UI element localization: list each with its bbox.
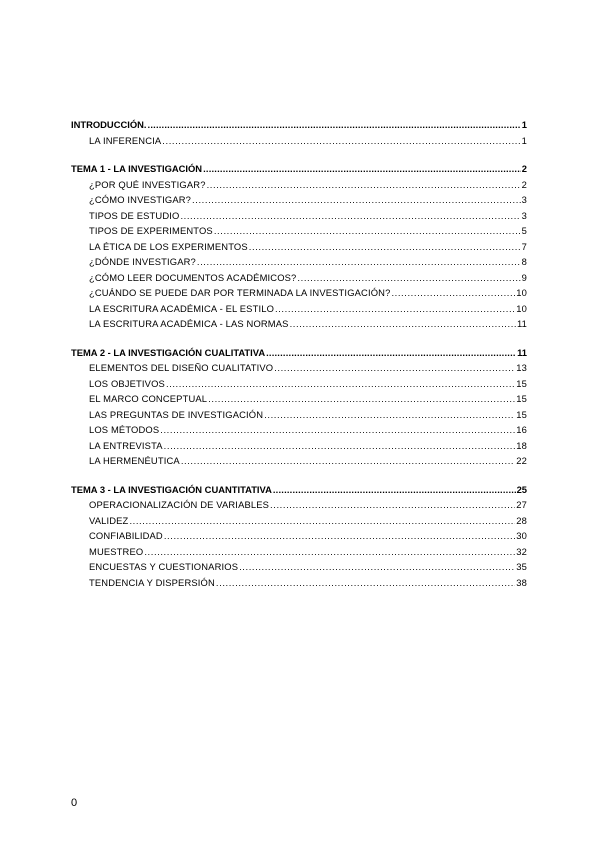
toc-heading-page: 11 [517,346,527,358]
toc-entry[interactable] [71,376,527,392]
toc-entry-page: 13 [516,362,527,373]
toc-entry-page: 32 [516,545,527,557]
dot-leader [162,133,520,149]
toc-entry[interactable] [71,513,527,529]
toc-entry[interactable] [71,528,527,544]
toc-heading-title: TEMA 3 - LA INVESTIGACIÓN CUANTITATIVA [71,483,272,495]
toc-heading-page: 25 [516,483,527,495]
toc-entry[interactable] [71,177,527,193]
dot-leader [164,438,516,454]
dot-leader [391,285,515,301]
toc-entry[interactable] [71,208,527,224]
toc-entry-page: 8 [521,256,527,267]
toc-heading-title: INTRODUCCIÓN. [71,119,147,130]
toc-entry[interactable] [71,422,527,438]
toc-entry-page: 3 [521,209,527,221]
toc-entry-page: 10 [516,287,527,298]
toc-heading-page: 2 [521,163,527,174]
toc-entry-page: 15 [516,393,527,404]
toc-entry-page: 28 [516,514,527,526]
toc-entry-page: 11 [516,318,527,329]
toc-entry-label: LA INFERENCIA [89,134,162,146]
toc-entry-page: 2 [521,178,527,190]
toc-entry[interactable] [71,301,527,317]
toc-entry-page: 7 [521,240,527,252]
toc-entry[interactable] [71,438,527,454]
dot-leader [208,391,515,407]
toc-entry-label: LOS MÉTODOS [89,424,160,435]
dot-leader [181,453,515,469]
toc-entry-page: 15 [516,377,527,389]
toc-entry-label: ¿CÓMO LEER DOCUMENTOS ACADÉMICOS? [89,271,297,283]
toc-entry-label: CONFIABILIDAD [89,530,163,541]
toc-entry[interactable] [71,360,527,376]
toc-heading-page: 1 [521,119,527,130]
toc-entry-page: 1 [521,134,527,146]
toc-entry-label: VALIDEZ [89,514,129,526]
toc-entry-page: 30 [516,530,527,541]
toc-entry-label: LA ESCRITURA ACADÉMICA - EL ESTILO [89,302,275,314]
toc-entry-label: ¿CÓMO INVESTIGAR? [89,194,192,205]
dot-leader [192,192,521,208]
toc-entry[interactable] [71,133,527,149]
toc-entry-label: LOS OBJETIVOS [89,377,165,389]
dot-leader [203,161,521,177]
toc-section [71,161,527,332]
toc-section [71,117,527,148]
toc-entry-label: OPERACIONALIZACIÓN DE VARIABLES [89,499,270,510]
dot-leader [160,422,515,438]
toc-entry-page: 15 [516,408,527,420]
toc-entry-page: 10 [516,302,527,314]
toc-entry-label: ¿POR QUÉ INVESTIGAR? [89,178,206,190]
toc-entry-label: ENCUESTAS Y CUESTIONARIOS [89,561,239,572]
toc-entry[interactable] [71,254,527,270]
toc-entry-label: EL MARCO CONCEPTUAL [89,393,208,404]
toc-entry-page: 16 [516,424,527,435]
toc-heading[interactable] [71,345,527,361]
dot-leader [166,376,515,392]
toc-entry-page: 3 [521,194,527,205]
toc-entry-label: LA ENTREVISTA [89,439,163,451]
dot-leader [216,575,515,591]
toc-entry-page: 9 [521,271,527,283]
dot-leader [144,544,515,560]
dot-leader [180,208,520,224]
toc-heading-title: TEMA 1 - LA INVESTIGACIÓN [71,163,203,174]
dot-leader [273,482,516,498]
toc-entry-label: MUESTREO [89,545,144,557]
toc-heading-title: TEMA 2 - LA INVESTIGACIÓN CUALITATIVA [71,346,266,358]
toc-entry-label: LA ÉTICA DE LOS EXPERIMENTOS [89,240,248,252]
toc-entry[interactable] [71,192,527,208]
dot-leader [274,360,515,376]
dot-leader [249,239,521,255]
dot-leader [164,528,515,544]
dot-leader [297,270,520,286]
toc-heading[interactable] [71,482,527,498]
toc-entry-label: TIPOS DE ESTUDIO [89,209,180,221]
toc-entry-label: ¿DÓNDE INVESTIGAR? [89,256,196,267]
toc-entry[interactable] [71,239,527,255]
dot-leader [197,254,521,270]
toc-entry-label: TIPOS DE EXPERIMENTOS [89,225,213,236]
toc-entry[interactable] [71,391,527,407]
toc-entry[interactable] [71,544,527,560]
toc-entry-page: 27 [516,499,527,510]
toc-entry[interactable] [71,575,527,591]
toc-entry[interactable] [71,407,527,423]
toc-entry[interactable] [71,559,527,575]
toc-section [71,482,527,591]
toc-entry-label: TENDENCIA Y DISPERSIÓN [89,576,215,588]
toc-section [71,345,527,469]
dot-leader [207,177,521,193]
toc-heading[interactable] [71,117,527,133]
toc-entry-label: LA HERMENÉUTICA [89,455,180,466]
toc-entry[interactable] [71,497,527,513]
toc-entry-page: 35 [516,561,527,572]
toc-entry-label: ¿CUÁNDO SE PUEDE DAR POR TERMINADA LA INVESTIGACIÓN? [89,287,391,298]
toc-entry[interactable] [71,316,527,332]
dot-leader [270,497,515,513]
page-number: 0 [71,797,78,809]
dot-leader [266,345,516,361]
toc-heading[interactable] [71,161,527,177]
toc-entry-label: ELEMENTOS DEL DISEÑO CUALITATIVO [89,362,274,373]
toc-entry-label: LAS PREGUNTAS DE INVESTIGACIÓN [89,408,264,420]
toc-entry-page: 5 [521,225,527,236]
toc-entry-page: 38 [516,576,527,588]
toc-entry-page: 22 [516,455,527,466]
dot-leader [275,301,515,317]
dot-leader [290,316,516,332]
dot-leader [264,407,515,423]
dot-leader [148,117,521,133]
toc-entry[interactable] [71,270,527,286]
toc-entry[interactable] [71,453,527,469]
toc-entry[interactable] [71,223,527,239]
dot-leader [239,559,515,575]
table-of-contents [71,117,527,603]
toc-entry-page: 18 [516,439,527,451]
dot-leader [214,223,521,239]
toc-entry-label: LA ESCRITURA ACADÉMICA - LAS NORMAS [89,318,289,329]
dot-leader [129,513,515,529]
toc-entry[interactable] [71,285,527,301]
